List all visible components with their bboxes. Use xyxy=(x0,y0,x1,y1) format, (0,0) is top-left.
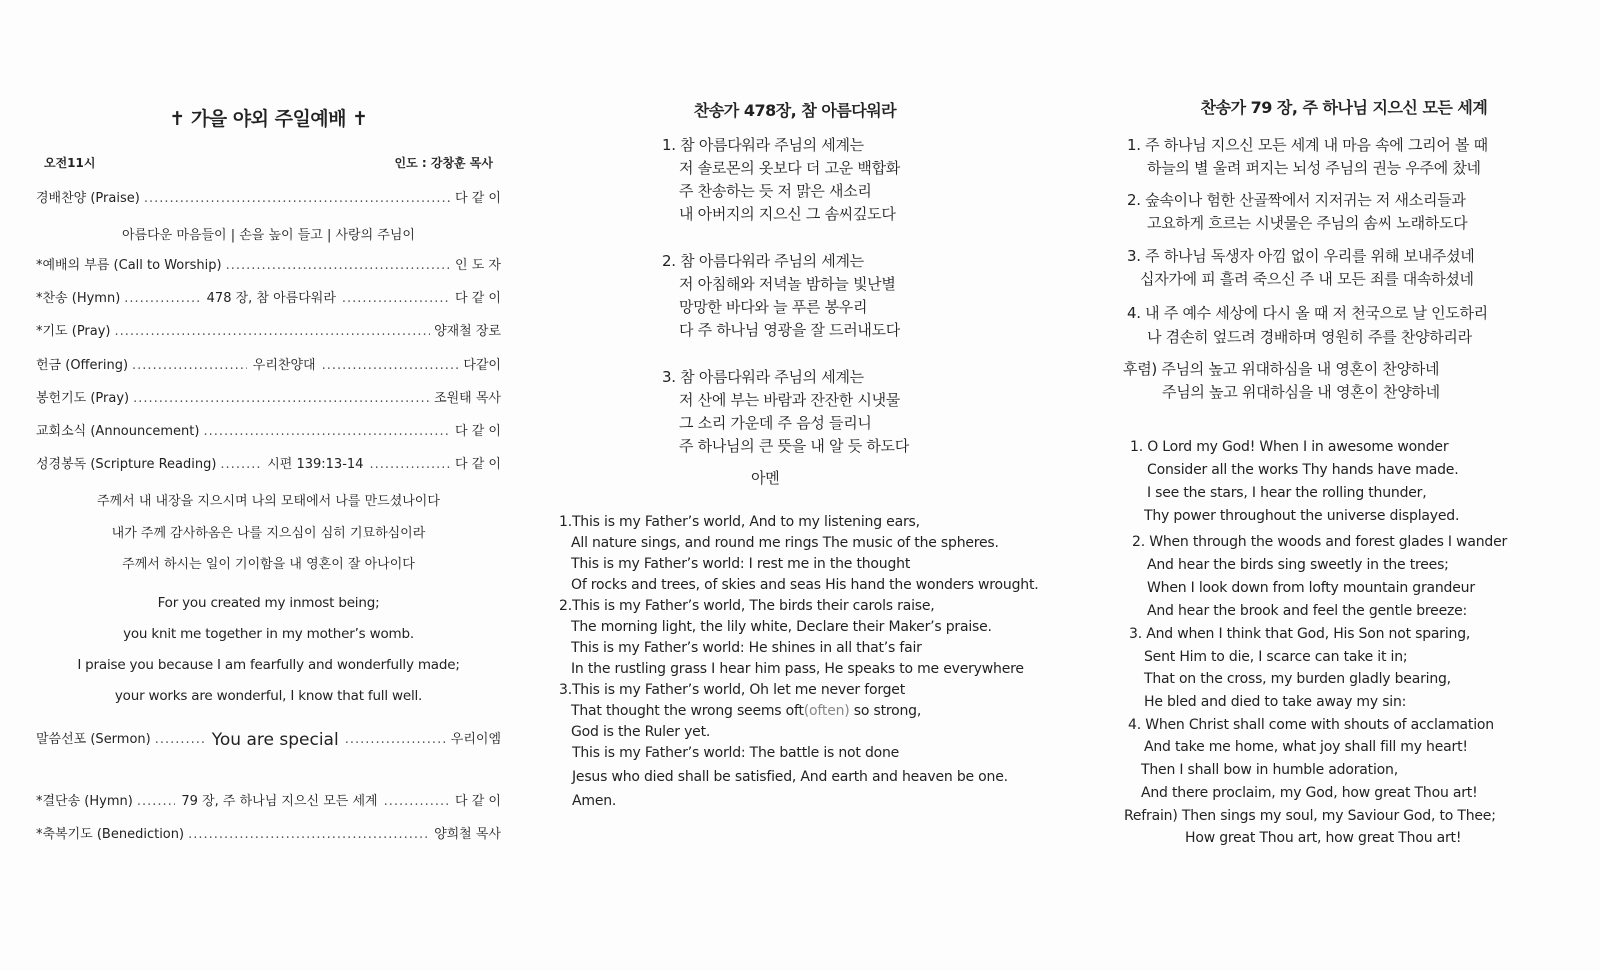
hymn-478-en-l12: This is my Father’s world: The battle is not done xyxy=(572,745,900,761)
hymn-79-en-l8: And hear the brook and feel the gentle breeze: xyxy=(1147,603,1468,619)
order-item-praise: 경배찬양 (Praise) ..... 다 같 이 xyxy=(36,191,501,207)
hymn-478-en-l11: God is the Ruler yet. xyxy=(571,724,711,740)
order-item-offering-prayer: 봉헌기도 (Pray) ..... 조원태 목사 xyxy=(36,391,501,407)
hymn-478-ko-v1-l1: 1. 참 아름다워라 주님의 세계는 xyxy=(662,136,864,154)
hymn-478-en-l7: This is my Father’s world: He shines in all that’s fair xyxy=(571,640,922,656)
scripture-en-line-3: I praise you because I am fearfully and wonderfully made; xyxy=(77,657,460,673)
order-item-prayer: *기도 (Pray) ..... 양재철 장로 xyxy=(36,324,501,340)
hymn-478-en-l10: That thought the wrong seems oft(often) so strong, xyxy=(571,703,922,719)
hymn-79-ko-refrain-l1: 후렴) 주님의 높고 위대하심을 내 영혼이 찬양하네 xyxy=(1123,360,1440,378)
hymn-79-en-l6: And hear the birds sing sweetly in the trees; xyxy=(1147,557,1449,573)
hymn-478-ko-v2-l4: 다 주 하나님 영광을 잘 드러내도다 xyxy=(679,321,901,339)
hymn-79-ko-l5: 3. 주 하나님 독생자 아낌 없이 우리를 위해 보내주셨네 xyxy=(1127,247,1475,265)
hymn-79-en-l12: He bled and died to take away my sin: xyxy=(1144,694,1407,710)
hymn-79-ko-l7: 4. 내 주 예수 세상에 다시 올 때 저 천국으로 날 인도하리 xyxy=(1127,304,1488,322)
hymn-478-ko-v3-l2: 저 산에 부는 바람과 잔잔한 시냇물 xyxy=(679,391,901,409)
hymn-478-ko-v1-l2: 저 솔로몬의 옷보다 더 고운 백합화 xyxy=(679,159,901,177)
hymn-79-en-l3: I see the stars, I hear the rolling thunder, xyxy=(1147,485,1427,501)
hymn-478-en-l6: The morning light, the lily white, Declare their Maker’s praise. xyxy=(571,619,992,635)
hymn-79-en-l2: Consider all the works Thy hands have made. xyxy=(1147,462,1459,478)
hymn-79-en-refrain-l1: Refrain) Then sings my soul, my Saviour God, to Thee; xyxy=(1124,808,1496,824)
hymn-79-ko-l3: 2. 숲속이나 험한 산골짝에서 지저귀는 저 새소리들과 xyxy=(1127,191,1466,209)
hymn-478-ko-v3-l3: 그 소리 가운데 주 음성 들리니 xyxy=(679,414,872,432)
hymn-478-panel xyxy=(555,0,1039,971)
hymn-79-en-l4: Thy power throughout the universe displayed. xyxy=(1144,508,1460,524)
hymn-478-en-amen: Amen. xyxy=(572,793,617,809)
scripture-ko-line-3: 주께서 하시는 일이 기이함을 내 영혼이 잘 아나이다 xyxy=(122,557,415,572)
hymn-478-en-l4: Of rocks and trees, of skies and seas His hand the wonders wrought. xyxy=(571,577,1039,593)
hymn-478-en-l13: Jesus who died shall be satisfied, And earth and heaven be one. xyxy=(572,769,1008,785)
often-note: (often) xyxy=(803,703,850,719)
order-of-service-panel xyxy=(36,0,501,971)
hymn-478-en-l3: This is my Father’s world: I rest me in the thought xyxy=(571,556,911,572)
hymn-478-en-l9: 3.This is my Father’s world, Oh let me never forget xyxy=(559,682,906,698)
hymn-79-en-l10: Sent Him to die, I scarce can take it in; xyxy=(1144,649,1408,665)
hymn-79-ko-l1: 1. 주 하나님 지으신 모든 세계 내 마음 속에 그리어 볼 때 xyxy=(1127,136,1488,154)
scripture-en-line-4: your works are wonderful, I know that full well. xyxy=(114,688,423,704)
hymn-79-ko-l6: 십자가에 피 흘려 죽으신 주 내 모든 죄를 대속하셨네 xyxy=(1140,270,1474,288)
order-item-hymn: *찬송 (Hymn) ..... 478 장, 참 아름다워라 ..... 다 같 이 xyxy=(36,291,501,307)
hymn-79-en-l5: 2. When through the woods and forest glades I wander xyxy=(1132,534,1508,550)
hymn-478-en-l2: All nature sings, and round me rings The music of the spheres. xyxy=(571,535,999,551)
order-item-call-to-worship: *예배의 부름 (Call to Worship) ..... 인 도 자 xyxy=(36,258,501,274)
hymn-79-en-l14: And take me home, what joy shall fill my heart! xyxy=(1144,739,1468,755)
service-time: 오전11시 xyxy=(44,156,96,170)
order-item-scripture: 성경봉독 (Scripture Reading) ..... 시편 139:13-14 ..... 다 같 이 xyxy=(36,457,501,473)
hymn-478-ko-v1-l4: 내 아버지의 지으신 그 솜씨깊도다 xyxy=(679,205,896,223)
hymn-79-ko-l2: 하늘의 별 울려 퍼지는 뇌성 주님의 권능 우주에 찼네 xyxy=(1147,159,1481,177)
praise-songs: 아름다운 마음들이 | 손을 높이 들고 | 사랑의 주님이 xyxy=(122,228,415,243)
scripture-ko-line-2: 내가 주께 감사하옴은 나를 지으심이 심히 기묘하심이라 xyxy=(111,526,426,541)
hymn-478-en-l5: 2.This is my Father’s world, The birds their carols raise, xyxy=(559,598,935,614)
order-item-closing-hymn: *결단송 (Hymn) ..... 79 장, 주 하나님 지으신 모든 세계 ..... 다 같 이 xyxy=(36,794,501,810)
hymn-478-ko-v2-l2: 저 아침해와 저녁놀 밤하늘 빛난별 xyxy=(679,275,896,293)
hymn-79-en-refrain-l2: How great Thou art, how great Thou art! xyxy=(1185,830,1462,846)
hymn-79-title: 찬송가 79 장, 주 하나님 지으신 모든 세계 xyxy=(1200,98,1488,117)
hymn-79-en-l9: 3. And when I think that God, His Son not sparing, xyxy=(1129,626,1471,642)
service-leader: 인도 : 강창훈 목사 xyxy=(394,156,493,170)
hymn-79-en-l7: When I look down from lofty mountain grandeur xyxy=(1147,580,1475,596)
hymn-79-ko-l8: 나 겸손히 엎드려 경배하며 영원히 주를 찬양하리라 xyxy=(1147,328,1472,346)
hymn-79-ko-refrain-l2: 주님의 높고 위대하심을 내 영혼이 찬양하네 xyxy=(1162,383,1440,401)
service-title: ✝ 가을 야외 주일예배 ✝ xyxy=(169,108,368,130)
hymn-478-ko-v3-l4: 주 하나님의 큰 뜻을 내 알 듯 하도다 xyxy=(679,437,909,455)
order-item-benediction: *축복기도 (Benediction) ..... 양희철 목사 xyxy=(36,827,501,843)
hymn-79-ko-l4: 고요하게 흐르는 시냇물은 주님의 솜씨 노래하도다 xyxy=(1147,214,1468,232)
hymn-79-en-l16: And there proclaim, my God, how great Thou art! xyxy=(1141,785,1478,801)
order-item-sermon: 말씀선포 (Sermon) ..... You are special ..... 우리이엠 xyxy=(36,732,501,748)
hymn-79-en-l11: That on the cross, my burden gladly bearing, xyxy=(1144,671,1451,687)
hymn-79-panel xyxy=(1120,0,1560,971)
hymn-478-title: 찬송가 478장, 참 아름다워라 xyxy=(693,101,897,120)
hymn-478-en-l1: 1.This is my Father’s world, And to my listening ears, xyxy=(559,514,920,530)
scripture-en-line-1: For you created my inmost being; xyxy=(157,595,380,611)
hymn-478-ko-v3-l1: 3. 참 아름다워라 주님의 세계는 xyxy=(662,368,864,386)
hymn-478-ko-v2-l3: 망망한 바다와 늘 푸른 봉우리 xyxy=(679,298,868,316)
order-item-offering: 헌금 (Offering) ..... 우리찬양대 ..... 다같이 xyxy=(36,358,501,374)
hymn-79-en-l1: 1. O Lord my God! When I in awesome wonder xyxy=(1130,439,1449,455)
order-item-announcement: 교회소식 (Announcement) ..... 다 같 이 xyxy=(36,424,501,440)
hymn-79-en-l15: Then I shall bow in humble adoration, xyxy=(1141,762,1398,778)
hymn-478-en-l8: In the rustling grass I hear him pass, He speaks to me everywhere xyxy=(571,661,1024,677)
scripture-ko-line-1: 주께서 내 내장을 지으시며 나의 모태에서 나를 만드셨나이다 xyxy=(97,494,440,509)
scripture-en-line-2: you knit me together in my mother’s womb. xyxy=(123,626,414,642)
hymn-478-ko-v1-l3: 주 찬송하는 듯 저 맑은 새소리 xyxy=(679,182,872,200)
hymn-478-ko-v2-l1: 2. 참 아름다워라 주님의 세계는 xyxy=(662,252,864,270)
hymn-478-amen-ko: 아멘 xyxy=(751,469,780,487)
hymn-79-en-l13: 4. When Christ shall come with shouts of acclamation xyxy=(1128,717,1494,733)
